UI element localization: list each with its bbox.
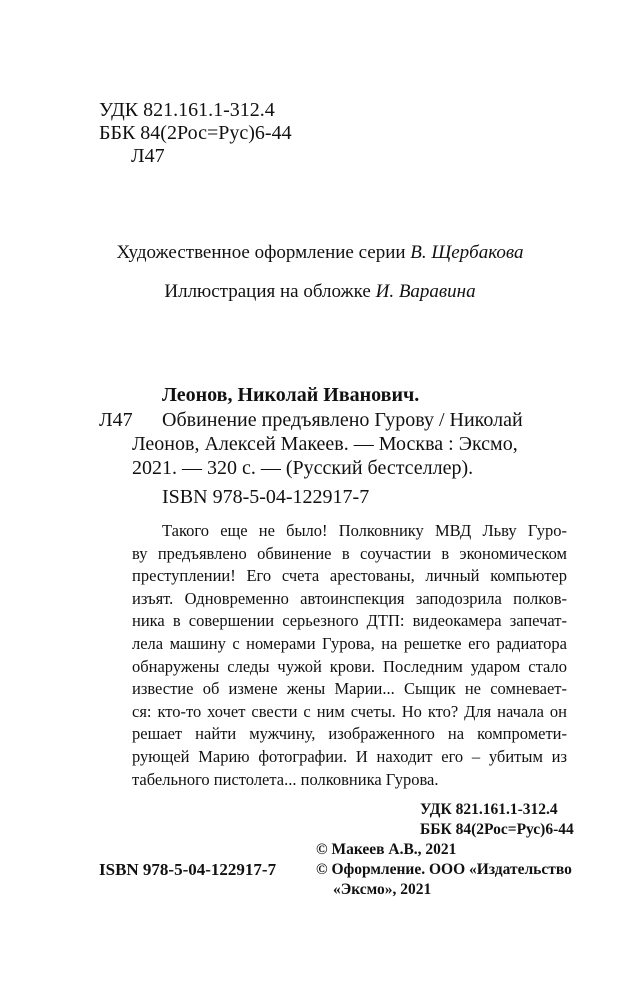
bibliography-line: 2021. — 320 с. — (Русский бестселлер).	[132, 457, 474, 479]
annotation-line: табельного пистолета... полковника Гурова.	[132, 769, 439, 789]
udk-code: УДК 821.161.1-312.4	[99, 99, 275, 121]
copyright-publisher: «Эксмо», 2021	[333, 881, 432, 898]
bibliography-isbn: ISBN 978-5-04-122917-7	[162, 486, 370, 508]
series-design-name: В. Щербакова	[410, 242, 524, 263]
footer-isbn: ISBN 978-5-04-122917-7	[99, 860, 277, 879]
annotation-line: известие об измене жены Марии... Сыщик не сомневает-	[132, 679, 567, 699]
cover-illustration-name: И. Варавина	[375, 281, 476, 302]
annotation-line: обнаружены следы чужой крови. Последним ударом стало	[132, 656, 567, 676]
annotation-line: рующей Марию фотографии. И находит его – убитым из	[132, 746, 567, 766]
series-design-credit	[0, 241, 640, 264]
cover-illustration-credit	[0, 280, 640, 303]
cover-illustration-prefix: Иллюстрация на обложке	[164, 281, 371, 302]
bibliography-line: Обвинение предъявлено Гурову / Николай	[162, 409, 523, 431]
bibliography-mark: Л47	[99, 409, 133, 431]
annotation-line: ника в совершении серьезного ДТП: видеокамера запечат-	[132, 611, 567, 631]
author-mark: Л47	[131, 145, 165, 167]
bibliography-line: Леонов, Алексей Макеев. — Москва : Эксмо,	[132, 433, 518, 455]
annotation-line: лела машину с номерами Гурова, на решетке его радиатора	[132, 633, 567, 653]
annotation-line: Такого еще не было! Полковнику МВД Льву Гуро-	[162, 521, 567, 540]
annotation-line: ся: кто-то хочет свести с ним счеты. Но кто? Для начала он	[132, 701, 567, 721]
copyright-design: © Оформление. ООО «Издательство	[316, 861, 572, 878]
bbk-code: ББК 84(2Рос=Рус)6-44	[99, 122, 292, 144]
footer-udk: УДК 821.161.1-312.4	[420, 801, 558, 818]
annotation-line: ву предъявлено обвинение в соучастии в экономическом	[132, 543, 567, 563]
book-annotation	[132, 520, 567, 791]
series-design-prefix: Художественное оформление серии	[116, 242, 406, 263]
annotation-line: решает найти мужчину, изображенного на компромети-	[132, 724, 567, 744]
annotation-line: преступлении! Его счета арестованы, личный компьютер	[132, 566, 567, 586]
bibliography-heading: Леонов, Николай Иванович.	[162, 384, 420, 406]
footer-bbk: ББК 84(2Рос=Рус)6-44	[420, 821, 574, 838]
annotation-line: изъят. Одновременно автоинспекция заподозрила полков-	[132, 588, 567, 608]
copyright-authors: © Макеев А.В., 2021	[316, 841, 457, 858]
